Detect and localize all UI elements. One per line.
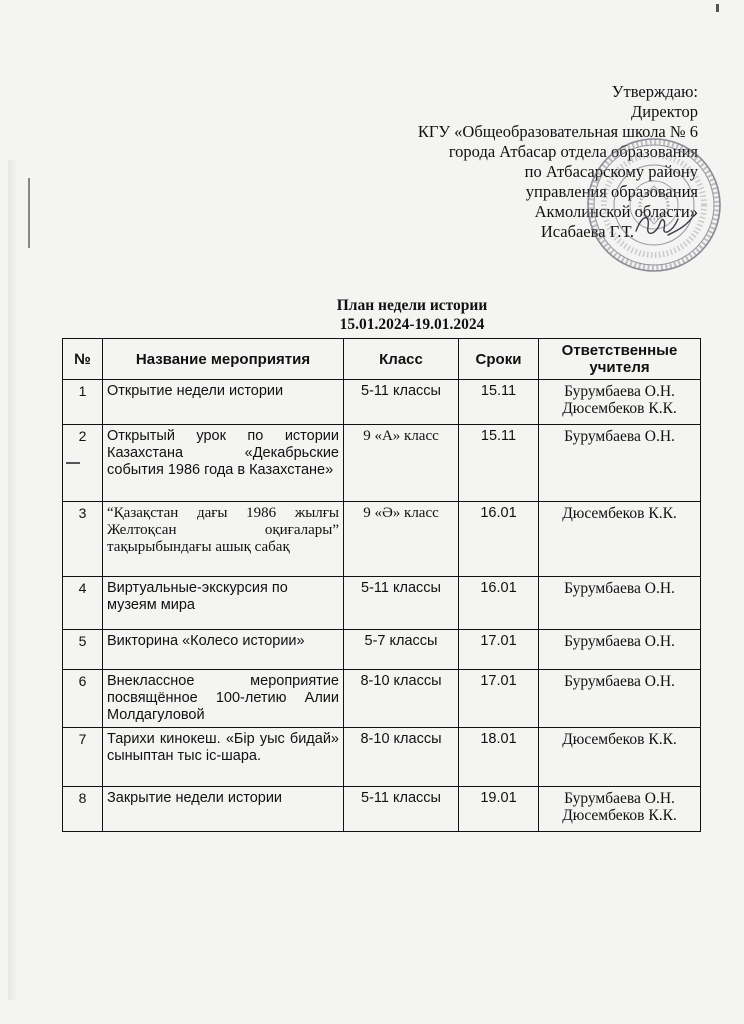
- table-header-row: [63, 339, 701, 380]
- row-class: 9 «Ә» класс: [344, 502, 459, 577]
- row-event: Внеклассное мероприятие посвящённое 100-летию Алии Молдагуловой: [103, 670, 344, 728]
- table-row: [63, 630, 701, 670]
- approval-line: Акмолинской области»: [534, 202, 698, 221]
- row-responsible: [539, 380, 701, 425]
- row-responsible: [539, 502, 701, 577]
- teacher-name: Бурумбаева О.Н.: [564, 673, 675, 690]
- teacher-name: Бурумбаева О.Н.: [564, 633, 675, 650]
- row-event: Виртуальные-экскурсия по музеям мира: [103, 577, 344, 630]
- row-event: “Қазақстан дағы 1986 жылғы Желтоқсан оқиғалары” тақырыбындағы ашық сабақ: [103, 502, 344, 577]
- table-row: [63, 502, 701, 577]
- teacher-name: Бурумбаева О.Н.: [564, 790, 675, 807]
- teacher-name: Бурумбаева О.Н.: [564, 428, 675, 445]
- teacher-name: Дюсембеков К.К.: [562, 400, 677, 417]
- row-date: 17.01: [459, 670, 539, 728]
- approval-line: управления образования: [525, 182, 698, 201]
- row-event: Тарихи кинокеш. «Бір уыс бидай» сыныптан тыс іс-шара.: [103, 728, 344, 787]
- page-edge-shadow: [8, 160, 18, 1000]
- table-row: [63, 425, 701, 502]
- header-num: №: [63, 339, 103, 380]
- events-table: [62, 338, 701, 832]
- approval-line: КГУ «Общеобразовательная школа № 6: [417, 122, 698, 141]
- teacher-name: Дюсембеков К.К.: [562, 731, 677, 748]
- row-date: 15.11: [459, 425, 539, 502]
- approval-line: по Атбасарскому району: [524, 162, 698, 181]
- row-num: 7: [63, 728, 103, 787]
- row-responsible: [539, 728, 701, 787]
- row-event: Закрытие недели истории: [103, 787, 344, 832]
- title-line: План недели истории: [336, 297, 488, 314]
- table-row: [63, 380, 701, 425]
- row-num: 1: [63, 380, 103, 425]
- row-class: 8-10 классы: [344, 728, 459, 787]
- row-class: 9 «А» класс: [344, 425, 459, 502]
- row-class: 8-10 классы: [344, 670, 459, 728]
- row-date: 16.01: [459, 577, 539, 630]
- row-date: 18.01: [459, 728, 539, 787]
- document-title: [0, 296, 744, 334]
- row-event: Открытие недели истории: [103, 380, 344, 425]
- row-class: 5-7 классы: [344, 630, 459, 670]
- teacher-name: Дюсембеков К.К.: [562, 807, 677, 824]
- approval-line: города Атбасар отдела образования: [448, 142, 698, 161]
- teacher-name: Бурумбаева О.Н.: [564, 580, 675, 597]
- row-responsible: [539, 630, 701, 670]
- row-responsible: [539, 425, 701, 502]
- row-date: 15.11: [459, 380, 539, 425]
- row-num: 6: [63, 670, 103, 728]
- row-num: 2: [63, 425, 103, 502]
- row-class: 5-11 классы: [344, 577, 459, 630]
- header-dates: Сроки: [459, 339, 539, 380]
- approval-line: Директор: [631, 102, 698, 121]
- table-row: [63, 728, 701, 787]
- row-date: 17.01: [459, 630, 539, 670]
- teacher-name: Дюсембеков К.К.: [562, 505, 677, 522]
- header-class: Класс: [344, 339, 459, 380]
- director-signature: [628, 205, 698, 245]
- row-num: 5: [63, 630, 103, 670]
- header-event: Название мероприятия: [103, 339, 344, 380]
- row-num: 4: [63, 577, 103, 630]
- row-responsible: [539, 577, 701, 630]
- title-dates: 15.01.2024-19.01.2024: [339, 316, 485, 333]
- row-class: 5-11 классы: [344, 787, 459, 832]
- table-row: [63, 577, 701, 630]
- approval-line: Утверждаю:: [611, 82, 698, 101]
- row-event: Открытый урок по истории Казахстана «Декабрьские события 1986 года в Казахстане»: [103, 425, 344, 502]
- row-class: 5-11 классы: [344, 380, 459, 425]
- teacher-name: Бурумбаева О.Н.: [564, 383, 675, 400]
- row-num: 8: [63, 787, 103, 832]
- row-event: Викторина «Колесо истории»: [103, 630, 344, 670]
- row-date: 19.01: [459, 787, 539, 832]
- row-date: 16.01: [459, 502, 539, 577]
- approval-signer: Исабаева Г.Т.: [540, 222, 634, 241]
- row-responsible: [539, 670, 701, 728]
- header-responsible: Ответственные учителя: [539, 339, 701, 380]
- row-num: 3: [63, 502, 103, 577]
- scan-mark: [716, 4, 719, 12]
- table-row: [63, 787, 701, 832]
- row-responsible: [539, 787, 701, 832]
- scan-mark: [28, 178, 30, 248]
- table-row: [63, 670, 701, 728]
